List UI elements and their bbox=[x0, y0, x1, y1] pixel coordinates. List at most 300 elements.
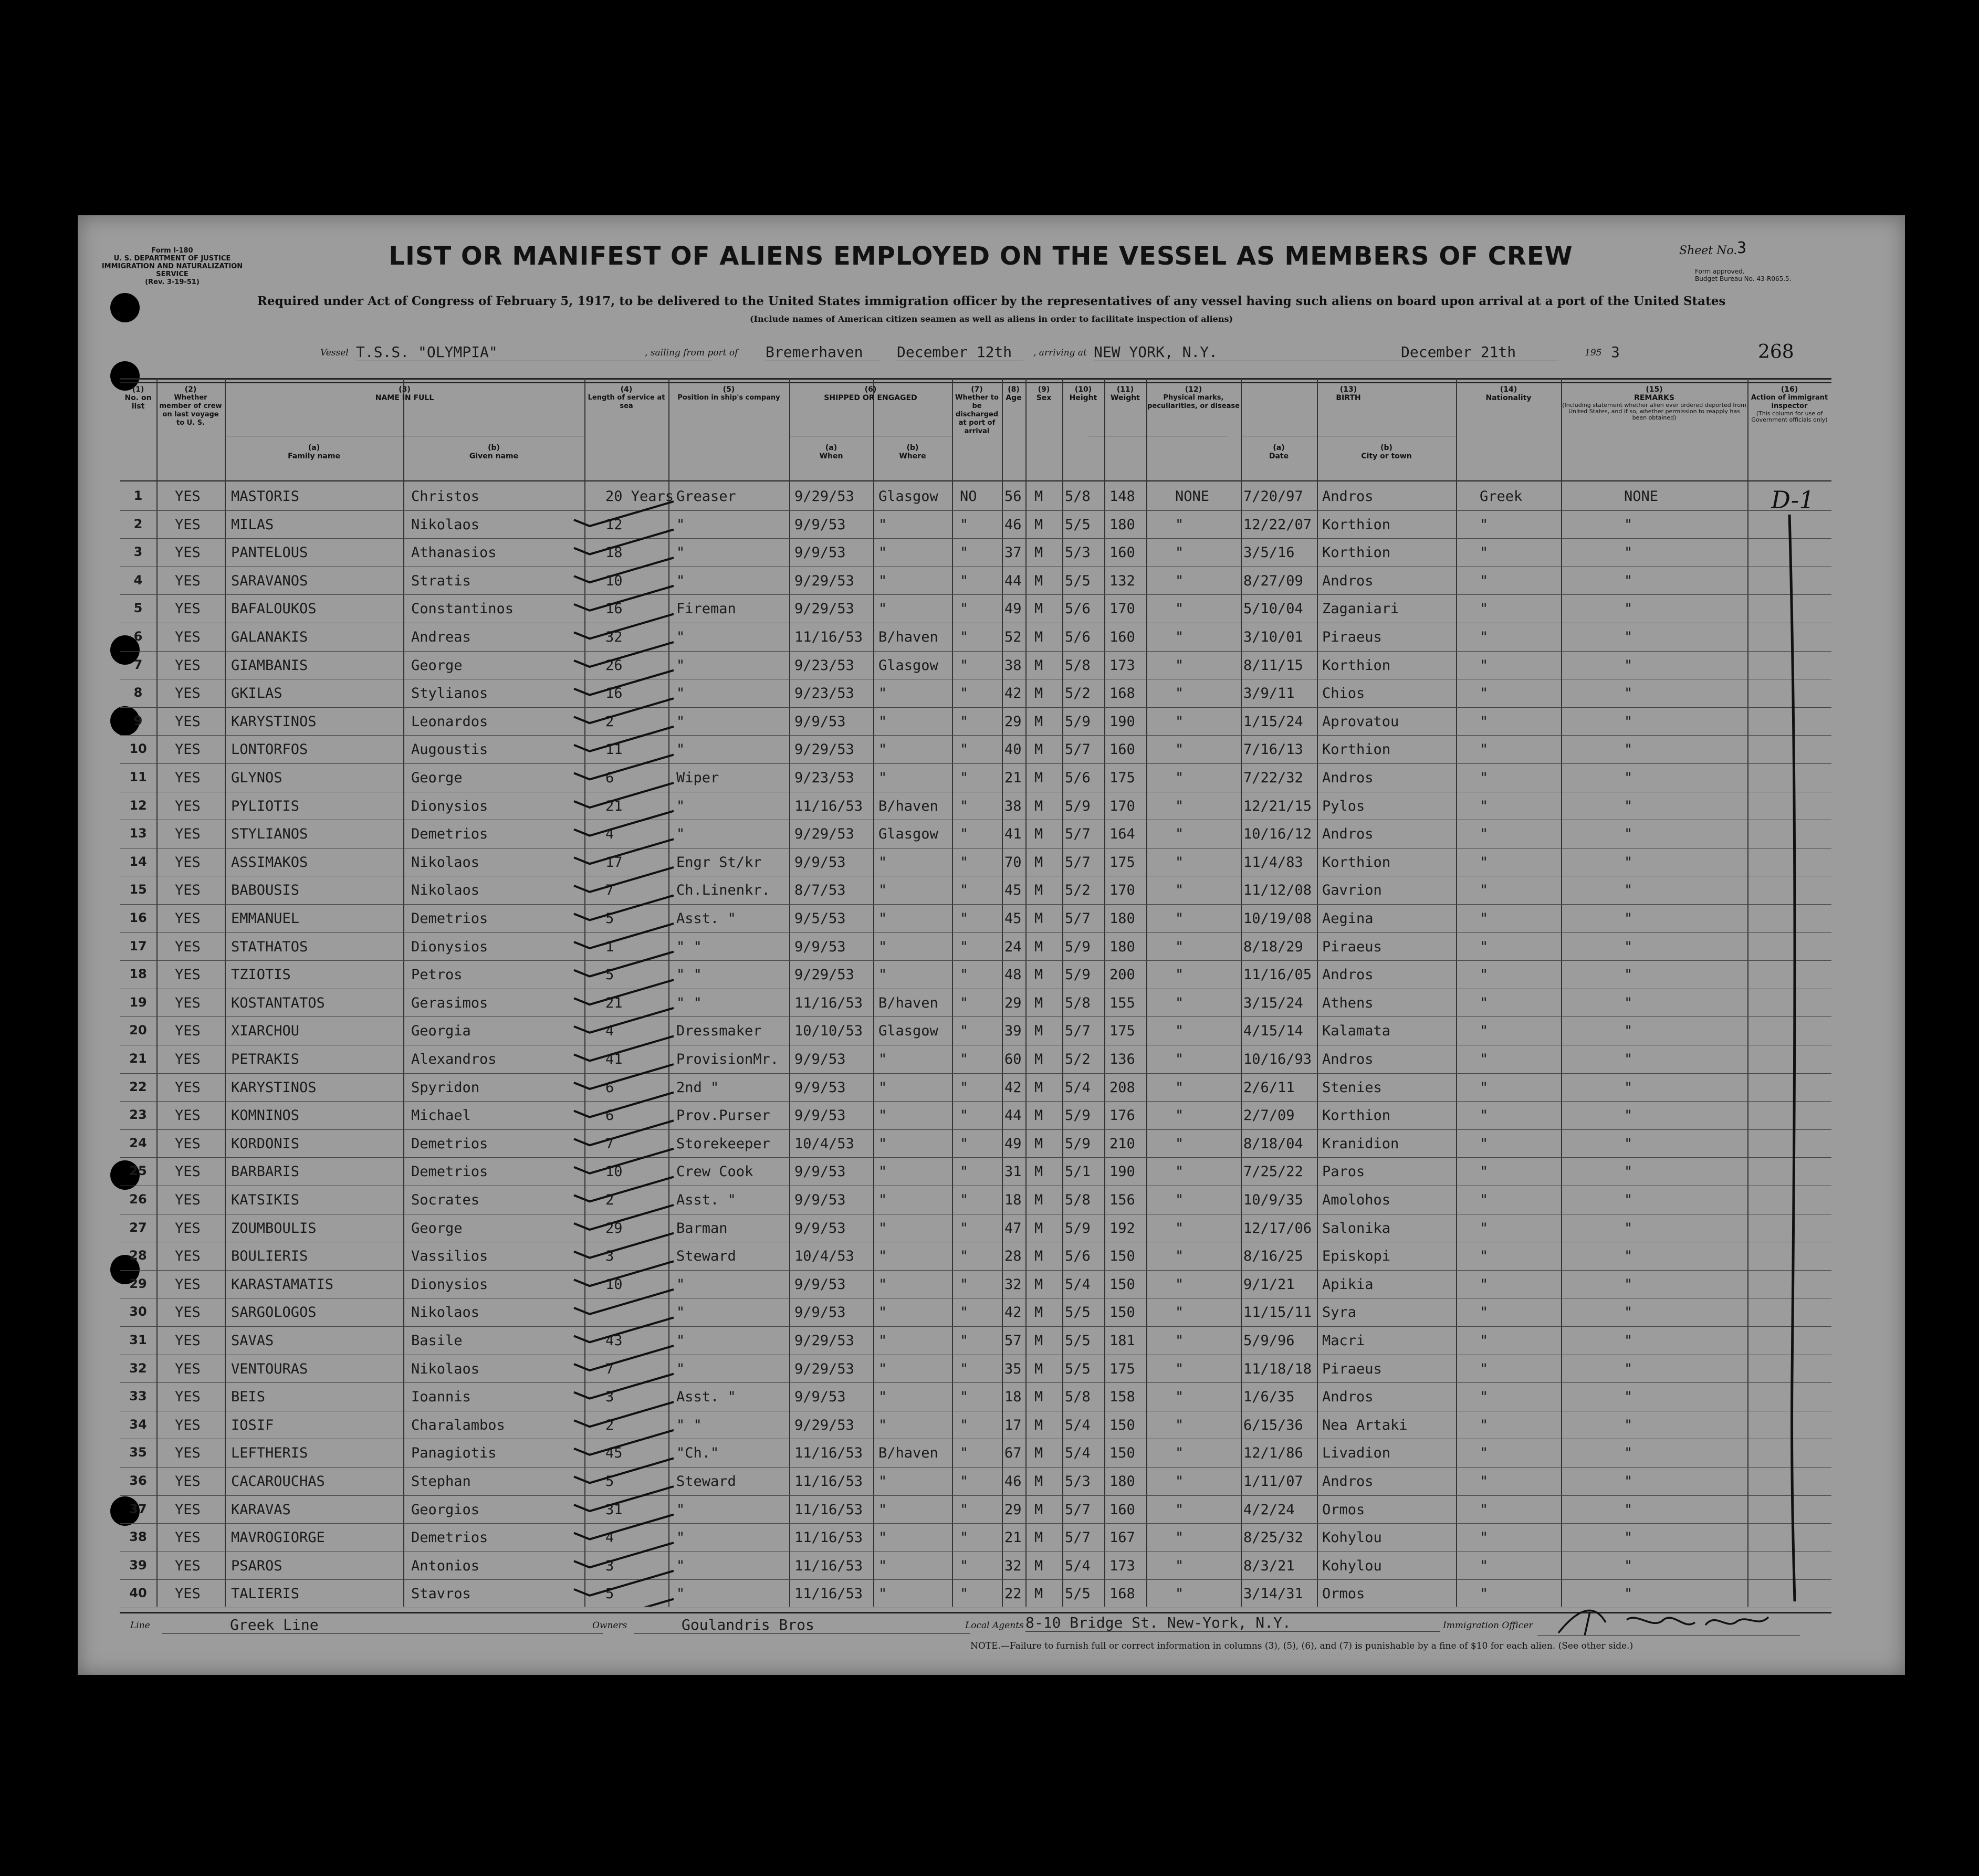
row-number: 1 bbox=[133, 488, 143, 503]
sex: M bbox=[1034, 938, 1043, 955]
discharged: " bbox=[960, 1529, 969, 1546]
remarks: " bbox=[1624, 629, 1633, 645]
nationality: " bbox=[1480, 572, 1489, 589]
family-name: GLYNOS bbox=[231, 770, 282, 786]
age: 38 bbox=[1004, 657, 1022, 674]
family-name: IOSIF bbox=[231, 1417, 274, 1433]
shipped-when: 9/23/53 bbox=[794, 770, 854, 786]
discharged: " bbox=[960, 1333, 969, 1349]
last-voyage: YES bbox=[175, 770, 201, 786]
given-name: Constantinos bbox=[411, 601, 514, 617]
family-name: BARBARIS bbox=[231, 1164, 300, 1180]
birth-date: 1/6/35 bbox=[1243, 1389, 1295, 1406]
weight: 210 bbox=[1109, 1135, 1135, 1152]
service-years: 20 Years bbox=[605, 488, 674, 505]
table-row bbox=[120, 1129, 1831, 1158]
last-voyage: YES bbox=[175, 488, 201, 505]
height: 5/3 bbox=[1065, 1473, 1091, 1490]
remarks: " bbox=[1624, 1529, 1633, 1546]
nationality: " bbox=[1480, 1135, 1489, 1152]
height: 5/7 bbox=[1065, 826, 1091, 843]
last-voyage: YES bbox=[175, 967, 201, 983]
sailing-label: , sailing from port of bbox=[645, 348, 738, 358]
column-number: (a) bbox=[308, 444, 320, 452]
weight: 170 bbox=[1109, 798, 1135, 814]
position: " bbox=[676, 1276, 685, 1293]
shipped-where: B/haven bbox=[878, 994, 938, 1011]
physical-marks: " bbox=[1175, 1023, 1184, 1040]
nationality: " bbox=[1480, 967, 1489, 983]
physical-marks: " bbox=[1175, 882, 1184, 899]
column-label: No. on list bbox=[124, 394, 152, 411]
service-years: 3 bbox=[605, 1557, 614, 1574]
column-number: (b) bbox=[488, 444, 500, 452]
age: 38 bbox=[1004, 798, 1022, 814]
last-voyage: YES bbox=[175, 1051, 201, 1067]
weight: 160 bbox=[1109, 741, 1135, 758]
discharged: NO bbox=[960, 488, 977, 505]
shipped-when: 9/9/53 bbox=[794, 1276, 846, 1293]
sex: M bbox=[1034, 910, 1043, 927]
height: 5/8 bbox=[1065, 1192, 1091, 1208]
header-inspector-action bbox=[1747, 385, 1831, 423]
nationality: " bbox=[1480, 1557, 1489, 1574]
weight: 132 bbox=[1109, 572, 1135, 589]
service-years: 32 bbox=[605, 629, 623, 645]
remarks: " bbox=[1624, 1417, 1633, 1433]
remarks: " bbox=[1624, 1135, 1633, 1152]
birth-date: 7/22/32 bbox=[1243, 770, 1303, 786]
row-number: 19 bbox=[129, 994, 147, 1010]
family-name: BOULIERIS bbox=[231, 1248, 308, 1265]
remarks: " bbox=[1624, 882, 1633, 899]
given-name: Augoustis bbox=[411, 741, 488, 758]
last-voyage: YES bbox=[175, 1586, 201, 1602]
table-row bbox=[120, 820, 1831, 848]
given-name: Demetrios bbox=[411, 826, 488, 843]
given-name: Nikolaos bbox=[411, 854, 480, 871]
physical-marks: " bbox=[1175, 1529, 1184, 1546]
service-years: 4 bbox=[605, 1023, 614, 1040]
agents-address: 8-10 Bridge St. New-York, N.Y. bbox=[1025, 1614, 1440, 1632]
nationality: " bbox=[1480, 1051, 1489, 1067]
column-label: Nationality bbox=[1485, 394, 1532, 402]
shipped-where: " bbox=[878, 967, 887, 983]
birth-city: Korthion bbox=[1322, 516, 1391, 533]
birth-city: Piraeus bbox=[1322, 1360, 1382, 1377]
service-years: 6 bbox=[605, 1079, 614, 1096]
revision-date: (Rev. 3-19-51) bbox=[145, 278, 200, 286]
table-row bbox=[120, 510, 1831, 539]
birth-city: Korthion bbox=[1322, 1107, 1391, 1124]
shipped-when: 11/16/53 bbox=[794, 1445, 863, 1462]
row-number: 34 bbox=[129, 1417, 147, 1432]
age: 18 bbox=[1004, 1389, 1022, 1406]
row-number: 32 bbox=[129, 1360, 147, 1376]
physical-marks: " bbox=[1175, 1304, 1184, 1321]
family-name: GKILAS bbox=[231, 685, 282, 702]
physical-marks: " bbox=[1175, 1389, 1184, 1406]
remarks: " bbox=[1624, 1164, 1633, 1180]
weight: 190 bbox=[1109, 713, 1135, 730]
shipped-where: " bbox=[878, 1220, 887, 1236]
column-label: (This column for use of Government officials only) bbox=[1751, 410, 1828, 423]
height: 5/4 bbox=[1065, 1557, 1091, 1574]
nationality: " bbox=[1480, 657, 1489, 674]
age: 21 bbox=[1004, 1529, 1022, 1546]
height: 5/9 bbox=[1065, 967, 1091, 983]
shipped-when: 10/4/53 bbox=[794, 1248, 854, 1265]
given-name: Stylianos bbox=[411, 685, 488, 702]
remarks: " bbox=[1624, 572, 1633, 589]
sex: M bbox=[1034, 1586, 1043, 1602]
row-number: 11 bbox=[129, 770, 147, 784]
birth-city: Ormos bbox=[1322, 1501, 1365, 1518]
birth-city: Nea Artaki bbox=[1322, 1417, 1408, 1433]
header-last-voyage bbox=[158, 385, 224, 427]
row-number: 13 bbox=[129, 826, 147, 841]
position: Asst. " bbox=[676, 910, 736, 927]
row-number: 26 bbox=[129, 1192, 147, 1207]
physical-marks: " bbox=[1175, 854, 1184, 871]
position: Crew Cook bbox=[676, 1164, 753, 1180]
legal-subtitle-note: (Include names of American citizen seamen as well as aliens in order to facilitate inspection of aliens) bbox=[749, 314, 1233, 324]
column-number: (4) bbox=[620, 385, 633, 394]
row-number: 14 bbox=[129, 854, 147, 869]
discharged: " bbox=[960, 770, 969, 786]
sex: M bbox=[1034, 1360, 1043, 1377]
height: 5/7 bbox=[1065, 741, 1091, 758]
physical-marks: " bbox=[1175, 1220, 1184, 1236]
family-name: KOSTANTATOS bbox=[231, 994, 325, 1011]
table-row bbox=[120, 1523, 1831, 1552]
column-number: (8) bbox=[1008, 385, 1020, 394]
weight: 156 bbox=[1109, 1192, 1135, 1208]
table-row bbox=[120, 482, 1831, 511]
shipped-when: 9/9/53 bbox=[794, 1220, 846, 1236]
discharged: " bbox=[960, 882, 969, 899]
birth-date: 7/16/13 bbox=[1243, 741, 1303, 758]
column-number: (6) bbox=[864, 385, 877, 394]
shipped-when: 9/9/53 bbox=[794, 516, 846, 533]
service-years: 1 bbox=[605, 938, 614, 955]
nationality: " bbox=[1480, 516, 1489, 533]
nationality: " bbox=[1480, 826, 1489, 843]
row-number: 3 bbox=[133, 544, 143, 560]
birth-city: Korthion bbox=[1322, 741, 1391, 758]
shipped-where: B/haven bbox=[878, 798, 938, 814]
row-number: 21 bbox=[129, 1051, 147, 1066]
given-name: Vassilios bbox=[411, 1248, 488, 1265]
last-voyage: YES bbox=[175, 1501, 201, 1518]
height: 5/7 bbox=[1065, 1529, 1091, 1546]
height: 5/4 bbox=[1065, 1445, 1091, 1462]
weight: 208 bbox=[1109, 1079, 1135, 1096]
birth-date: 10/19/08 bbox=[1243, 910, 1312, 927]
weight: 150 bbox=[1109, 1417, 1135, 1433]
last-voyage: YES bbox=[175, 1023, 201, 1040]
manifest-sheet bbox=[78, 215, 1905, 1675]
physical-marks: " bbox=[1175, 1107, 1184, 1124]
vessel-name: T.S.S. "OLYMPIA" bbox=[356, 343, 713, 361]
physical-marks: " bbox=[1175, 685, 1184, 702]
height: 5/7 bbox=[1065, 910, 1091, 927]
footer bbox=[120, 1612, 1831, 1643]
height: 5/5 bbox=[1065, 1304, 1091, 1321]
discharged: " bbox=[960, 854, 969, 871]
discharged: " bbox=[960, 1501, 969, 1518]
birth-date: 6/15/36 bbox=[1243, 1417, 1303, 1433]
crew-table bbox=[120, 378, 1831, 1607]
birth-date: 12/17/06 bbox=[1243, 1220, 1312, 1236]
height: 5/2 bbox=[1065, 882, 1091, 899]
service-years: 16 bbox=[605, 685, 623, 702]
row-number: 25 bbox=[129, 1164, 147, 1179]
position: " bbox=[676, 544, 685, 561]
last-voyage: YES bbox=[175, 1333, 201, 1349]
row-number: 22 bbox=[129, 1079, 147, 1094]
table-top-rule bbox=[120, 378, 1831, 380]
height: 5/8 bbox=[1065, 657, 1091, 674]
position: ProvisionMr. bbox=[676, 1051, 779, 1067]
column-label: Whether member of crew on last voyage to U. S. bbox=[159, 394, 222, 427]
birth-city: Kohylou bbox=[1322, 1529, 1382, 1546]
column-label: Age bbox=[1006, 394, 1022, 402]
height: 5/9 bbox=[1065, 713, 1091, 730]
family-name: KARYSTINOS bbox=[231, 713, 317, 730]
birth-city: Korthion bbox=[1322, 544, 1391, 561]
family-name: BAFALOUKOS bbox=[231, 601, 317, 617]
last-voyage: YES bbox=[175, 1164, 201, 1180]
height: 5/5 bbox=[1065, 516, 1091, 533]
shipped-where: " bbox=[878, 572, 887, 589]
row-number: 35 bbox=[129, 1445, 147, 1460]
table-row bbox=[120, 1355, 1831, 1384]
family-name: SARAVANOS bbox=[231, 572, 308, 589]
shipped-when: 9/29/53 bbox=[794, 601, 854, 617]
sex: M bbox=[1034, 994, 1043, 1011]
sex: M bbox=[1034, 1220, 1043, 1236]
agents-label: Local Agents bbox=[965, 1620, 1024, 1631]
last-voyage: YES bbox=[175, 798, 201, 814]
sex: M bbox=[1034, 1333, 1043, 1349]
header-shipped-or-engaged bbox=[789, 385, 952, 402]
discharged: " bbox=[960, 1417, 969, 1433]
sex: M bbox=[1034, 1192, 1043, 1208]
weight: 164 bbox=[1109, 826, 1135, 843]
nationality: " bbox=[1480, 713, 1489, 730]
remarks: " bbox=[1624, 1586, 1633, 1602]
line-name: Greek Line bbox=[162, 1616, 603, 1634]
row-number: 5 bbox=[133, 601, 143, 616]
header-position bbox=[668, 385, 789, 402]
nationality: " bbox=[1480, 1164, 1489, 1180]
weight: 168 bbox=[1109, 685, 1135, 702]
remarks: " bbox=[1624, 994, 1633, 1011]
service-years: 31 bbox=[605, 1501, 623, 1518]
height: 5/2 bbox=[1065, 685, 1091, 702]
discharged: " bbox=[960, 1107, 969, 1124]
page-number: 268 bbox=[1758, 341, 1794, 363]
given-name: Nikolaos bbox=[411, 882, 480, 899]
last-voyage: YES bbox=[175, 882, 201, 899]
table-row bbox=[120, 960, 1831, 989]
service-checkmarks bbox=[571, 478, 682, 1607]
header-age bbox=[1002, 385, 1025, 402]
height: 5/1 bbox=[1065, 1164, 1091, 1180]
nationality: " bbox=[1480, 544, 1489, 561]
shipped-where: " bbox=[878, 854, 887, 871]
remarks: " bbox=[1624, 713, 1633, 730]
discharged: " bbox=[960, 1557, 969, 1574]
shipped-where: " bbox=[878, 1333, 887, 1349]
given-name: Demetrios bbox=[411, 1164, 488, 1180]
nationality: " bbox=[1480, 1107, 1489, 1124]
sex: M bbox=[1034, 516, 1043, 533]
remarks: " bbox=[1624, 1473, 1633, 1490]
row-number: 37 bbox=[129, 1501, 147, 1516]
nationality: " bbox=[1480, 1333, 1489, 1349]
legal-subtitle: Required under Act of Congress of February 5, 1917, to be delivered to the United States immigration officer by the representatives of any vessel having such aliens on board upon arrival at a port of the United States bbox=[257, 294, 1726, 308]
discharged: " bbox=[960, 601, 969, 617]
birth-city: Amolohos bbox=[1322, 1192, 1391, 1208]
birth-city: Ormos bbox=[1322, 1586, 1365, 1602]
given-name: Christos bbox=[411, 488, 480, 505]
remarks: " bbox=[1624, 516, 1633, 533]
service-years: 5 bbox=[605, 1473, 614, 1490]
age: 44 bbox=[1004, 1107, 1022, 1124]
height: 5/6 bbox=[1065, 601, 1091, 617]
shipped-when: 9/9/53 bbox=[794, 1079, 846, 1096]
birth-city: Korthion bbox=[1322, 657, 1391, 674]
position: " bbox=[676, 1360, 685, 1377]
birth-city: Andros bbox=[1322, 572, 1374, 589]
given-name: Dionysios bbox=[411, 798, 488, 814]
given-name: Athanasios bbox=[411, 544, 497, 561]
discharged: " bbox=[960, 938, 969, 955]
shipped-where: " bbox=[878, 1192, 887, 1208]
birth-date: 8/25/32 bbox=[1243, 1529, 1303, 1546]
shipped-when: 9/5/53 bbox=[794, 910, 846, 927]
weight: 148 bbox=[1109, 488, 1135, 505]
family-name: STYLIANOS bbox=[231, 826, 308, 843]
remarks: " bbox=[1624, 967, 1633, 983]
column-label: Whether to be discharged at port of arrival bbox=[955, 394, 999, 435]
column-number: (2) bbox=[184, 385, 197, 394]
row-number: 27 bbox=[129, 1220, 147, 1235]
age: 21 bbox=[1004, 770, 1022, 786]
discharged: " bbox=[960, 1248, 969, 1265]
position: Fireman bbox=[676, 601, 736, 617]
physical-marks: " bbox=[1175, 1417, 1184, 1433]
discharged: " bbox=[960, 1586, 969, 1602]
service-years: 41 bbox=[605, 1051, 623, 1067]
age: 70 bbox=[1004, 854, 1022, 871]
physical-marks: " bbox=[1175, 1276, 1184, 1293]
given-name: Alexandros bbox=[411, 1051, 497, 1067]
service-years: 26 bbox=[605, 657, 623, 674]
remarks: " bbox=[1624, 826, 1633, 843]
birth-date: 9/1/21 bbox=[1243, 1276, 1295, 1293]
birth-city: Salonika bbox=[1322, 1220, 1391, 1236]
shipped-when: 9/9/53 bbox=[794, 1051, 846, 1067]
weight: 181 bbox=[1109, 1333, 1135, 1349]
birth-city: Andros bbox=[1322, 967, 1374, 983]
height: 5/5 bbox=[1065, 1333, 1091, 1349]
birth-date: 10/16/93 bbox=[1243, 1051, 1312, 1067]
birth-date: 5/10/04 bbox=[1243, 601, 1303, 617]
shipped-when: 9/23/53 bbox=[794, 685, 854, 702]
row-number: 9 bbox=[133, 713, 143, 728]
height: 5/7 bbox=[1065, 1501, 1091, 1518]
header-weight bbox=[1104, 385, 1146, 402]
given-name: Georgios bbox=[411, 1501, 480, 1518]
department-name: U. S. DEPARTMENT OF JUSTICE bbox=[113, 255, 231, 263]
last-voyage: YES bbox=[175, 1417, 201, 1433]
sex: M bbox=[1034, 854, 1043, 871]
birth-date: 1/15/24 bbox=[1243, 713, 1303, 730]
given-name: Demetrios bbox=[411, 1529, 488, 1546]
shipped-where: Glasgow bbox=[878, 657, 938, 674]
shipped-where: " bbox=[878, 1135, 887, 1152]
form-number: Form I-180 bbox=[151, 247, 193, 255]
weight: 180 bbox=[1109, 938, 1135, 955]
table-row bbox=[120, 1495, 1831, 1524]
remarks: " bbox=[1624, 1051, 1633, 1067]
last-voyage: YES bbox=[175, 1445, 201, 1462]
remarks: " bbox=[1624, 544, 1633, 561]
shipped-where: " bbox=[878, 1501, 887, 1518]
shipped-when: 9/9/53 bbox=[794, 713, 846, 730]
shipped-when: 9/29/53 bbox=[794, 572, 854, 589]
shipped-where: " bbox=[878, 938, 887, 955]
weight: 180 bbox=[1109, 910, 1135, 927]
shipped-where: " bbox=[878, 1360, 887, 1377]
height: 5/6 bbox=[1065, 1248, 1091, 1265]
vessel-label: Vessel bbox=[320, 348, 349, 358]
remarks: " bbox=[1624, 1220, 1633, 1236]
weight: 168 bbox=[1109, 1586, 1135, 1602]
shipped-where: " bbox=[878, 1529, 887, 1546]
shipped-where: Glasgow bbox=[878, 488, 938, 505]
column-label: Weight bbox=[1111, 394, 1140, 402]
last-voyage: YES bbox=[175, 1079, 201, 1096]
nationality: " bbox=[1480, 798, 1489, 814]
weight: 150 bbox=[1109, 1276, 1135, 1293]
discharged: " bbox=[960, 1276, 969, 1293]
family-name: SARGOLOGOS bbox=[231, 1304, 317, 1321]
nationality: " bbox=[1480, 1529, 1489, 1546]
given-name: Stratis bbox=[411, 572, 471, 589]
shipped-when: 9/23/53 bbox=[794, 657, 854, 674]
age: 45 bbox=[1004, 882, 1022, 899]
birth-date: 2/7/09 bbox=[1243, 1107, 1295, 1124]
height: 5/4 bbox=[1065, 1417, 1091, 1433]
header-bottom-rule bbox=[120, 480, 1831, 481]
family-name: LEFTHERIS bbox=[231, 1445, 308, 1462]
shipped-where: " bbox=[878, 601, 887, 617]
table-row bbox=[120, 792, 1831, 821]
weight: 160 bbox=[1109, 544, 1135, 561]
column-label: Height bbox=[1069, 394, 1097, 402]
position: " " bbox=[676, 967, 702, 983]
row-number: 17 bbox=[129, 938, 147, 953]
birth-city: Apikia bbox=[1322, 1276, 1374, 1293]
remarks: " bbox=[1624, 1079, 1633, 1096]
discharged: " bbox=[960, 741, 969, 758]
table-row bbox=[120, 594, 1831, 623]
position: Steward bbox=[676, 1473, 736, 1490]
